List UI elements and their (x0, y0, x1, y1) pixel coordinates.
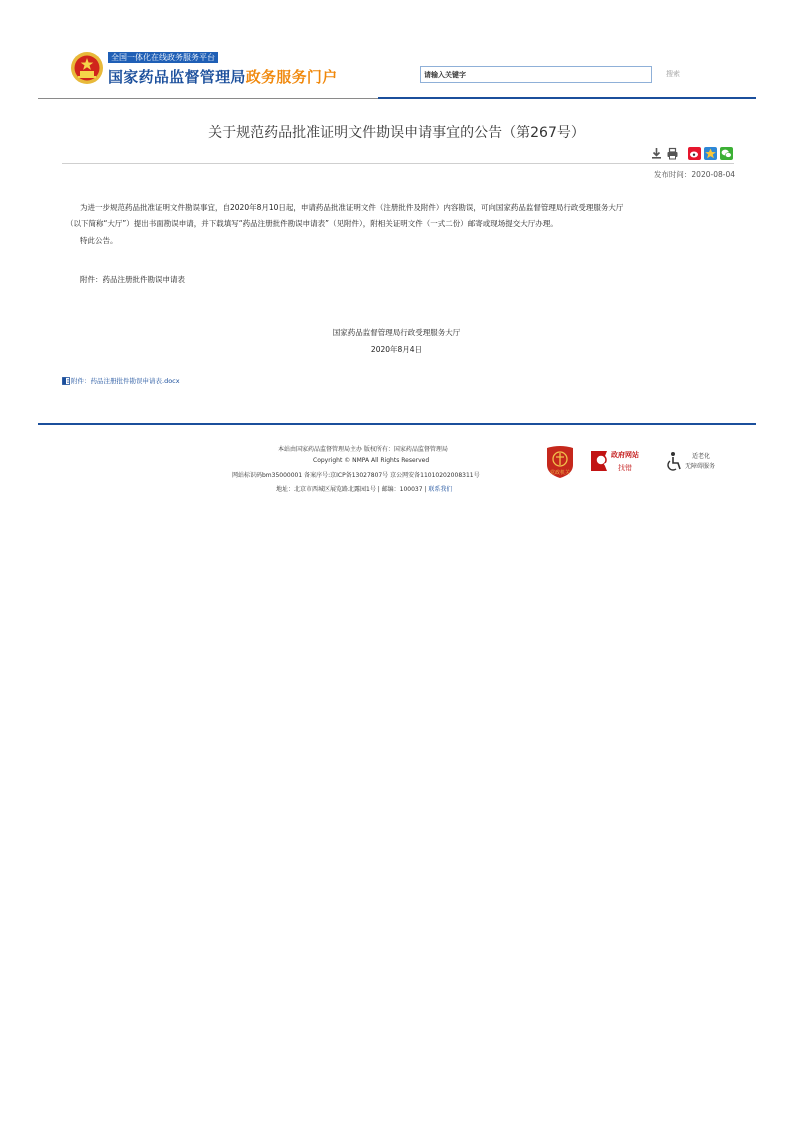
badge-text: 党政机关 (549, 470, 571, 476)
accessibility-label-2: 无障碍服务 (685, 463, 716, 470)
accessibility-label-1: 适老化 (692, 453, 711, 460)
header-accent-divider (378, 97, 756, 99)
body-paragraph-line: 为进一步规范药品批准证明文件勘误事宜，自2020年8月10日起，申请药品批准证明文件（注册批件及附件）内容勘误，可向国家药品监督管理局行政受理服务大厅 (80, 203, 624, 212)
footer-copyright: Copyright © NMPA All Rights Reserved (313, 457, 430, 464)
attachment-download-link[interactable] (62, 376, 180, 385)
search-button[interactable]: 搜索 (666, 70, 680, 78)
contact-us-link[interactable]: 联系我们 (428, 486, 453, 493)
footer-registration: 网站标识码bm35000001 备案序号:京ICP备13027807号 京公网安备11010202008311号 (232, 472, 480, 479)
party-government-badge-icon[interactable] (545, 445, 575, 479)
header-divider (38, 98, 378, 99)
footer-address (276, 484, 452, 493)
footer-divider (38, 423, 756, 425)
footer-sponsor: 本站由国家药品监督管理局主办 版权所有：国家药品监督管理局 (278, 446, 448, 453)
gov-error-label-2: 找错 (618, 464, 632, 472)
download-icon[interactable] (650, 147, 663, 160)
publish-date-value: 2020-08-04 (691, 170, 735, 179)
site-title-main: 国家药品监督管理局 (108, 68, 246, 86)
site-title[interactable] (108, 66, 338, 87)
gov-error-label-1: 政府网站 (611, 451, 639, 459)
signature-date: 2020年8月4日 (370, 345, 423, 354)
closing-paragraph: 特此公告。 (80, 236, 118, 245)
wechat-share-icon[interactable] (720, 147, 733, 160)
word-document-icon (62, 377, 70, 385)
weibo-share-icon[interactable] (688, 147, 701, 160)
site-title-sub: 政务服务门户 (245, 68, 338, 86)
footer-address-text: 地址：北京市西城区展览路北露园1号 | 邮编：100037 | (276, 486, 429, 493)
body-paragraph-line: （以下简称“大厅”）提出书面勘误申请，并下载填写“药品注册批件勘误申请表”（见附件），附相关证明文件（一式二份）邮寄或现场提交大厅办理。 (66, 219, 558, 228)
national-emblem-logo (70, 50, 104, 86)
search-input[interactable] (420, 66, 652, 83)
title-divider (62, 163, 734, 164)
qzone-share-icon[interactable] (704, 147, 717, 160)
article-title: 关于规范药品批准证明文件勘误申请事宜的公告（第267号） (208, 125, 585, 141)
attachment-note: 附件：药品注册批件勘误申请表 (80, 275, 185, 284)
print-icon[interactable] (666, 147, 679, 160)
signature-organization: 国家药品监督管理局行政受理服务大厅 (332, 328, 461, 337)
attachment-link-label: 附件：药品注册批件勘误申请表.docx (71, 377, 180, 385)
publish-label: 发布时间： (653, 170, 692, 179)
platform-tag: 全国一体化在线政务服务平台 (108, 52, 218, 63)
publish-date (654, 169, 735, 180)
